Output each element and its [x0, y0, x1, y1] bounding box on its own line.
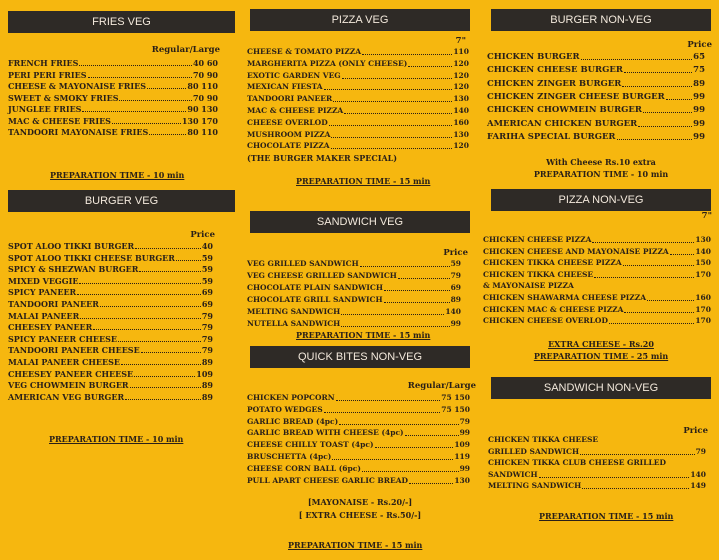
- menu-item-price: 65: [693, 52, 705, 62]
- menu-item-name: CHICKEN TIKKA CHEESE: [488, 435, 599, 444]
- dot-leader: [592, 241, 694, 243]
- pizza-veg-prep-time: PREPARATION TIME - 15 min: [296, 176, 431, 186]
- menu-item-name: MELTING SANDWICH: [488, 481, 582, 490]
- dot-leader: [405, 434, 459, 436]
- menu-item-row: [247, 475, 470, 487]
- dot-leader: [77, 293, 201, 295]
- menu-item-price: 130 170: [181, 115, 218, 126]
- dot-leader: [409, 482, 453, 484]
- menu-item-name: CHICKEN CHEESE AND MAYONAISE PIZZA: [483, 246, 669, 256]
- menu-item-row: [8, 379, 213, 391]
- menu-item-price: 130: [695, 235, 711, 244]
- dot-leader: [100, 305, 201, 307]
- menu-item-name: TANDOORI PANEER: [247, 94, 333, 104]
- menu-item-price: 170: [695, 269, 711, 279]
- dot-leader: [670, 253, 695, 255]
- menu-item-row: [8, 57, 218, 69]
- dot-leader: [79, 64, 192, 66]
- menu-item-name: EXOTIC GARDEN VEG: [247, 70, 341, 80]
- menu-item-name: PERI PERI FRIES: [8, 69, 87, 80]
- pizza-veg-col-header: 7": [455, 36, 466, 46]
- dot-leader: [408, 65, 452, 67]
- dot-leader: [333, 100, 452, 102]
- menu-item-name: CHICKEN CHOWMEIN BURGER: [487, 105, 642, 116]
- menu-item-price: 75 150: [441, 404, 470, 414]
- menu-item-price: 79: [201, 333, 213, 344]
- sandwich-veg-col-header: Price: [443, 248, 468, 258]
- menu-item-name: CHEESE CORN BALL (6pc): [247, 463, 361, 473]
- menu-item-name: CHEESEY PANEER: [8, 322, 93, 333]
- pizza-nonveg-note: EXTRA CHEESE - Rs.20: [548, 339, 654, 349]
- menu-item-row: [483, 315, 711, 327]
- menu-item-row: [247, 270, 461, 282]
- pizza-veg-header: PIZZA VEG: [250, 9, 470, 31]
- menu-item-name: MUSHROOM PIZZA: [247, 129, 331, 139]
- menu-item-price: 99: [459, 463, 470, 473]
- dot-leader: [623, 264, 695, 266]
- dot-leader: [112, 122, 181, 124]
- dot-leader: [119, 99, 191, 101]
- dot-leader: [118, 340, 201, 342]
- dot-leader: [575, 288, 710, 289]
- menu-item-row: [247, 46, 469, 58]
- pizza-veg-note: (THE BURGER MAKER SPECIAL): [247, 153, 398, 163]
- dot-leader: [331, 147, 453, 149]
- menu-item-price: 119: [454, 452, 470, 461]
- menu-item-name: CHICKEN CHEESE PIZZA: [483, 235, 592, 244]
- dot-leader: [362, 470, 459, 472]
- dot-leader: [121, 363, 201, 365]
- menu-item-row: [8, 344, 213, 356]
- menu-item-name: POTATO WEDGES: [247, 404, 323, 414]
- menu-item-price: 99: [693, 118, 705, 129]
- menu-item-price: 69: [201, 287, 213, 298]
- menu-item-row: [487, 104, 705, 116]
- menu-item-row: [247, 392, 470, 404]
- menu-item-row: [488, 446, 706, 458]
- menu-item-row: [487, 118, 705, 130]
- menu-item-price: 149: [690, 481, 706, 490]
- dot-leader: [93, 328, 201, 330]
- dot-leader: [624, 311, 694, 313]
- quick-bites-header: QUICK BITES NON-VEG: [250, 346, 470, 368]
- menu-item-name: SPICY PANEER: [8, 287, 77, 298]
- menu-item-row: [8, 115, 218, 127]
- menu-item-price: 69: [450, 283, 461, 292]
- menu-item-row: [8, 69, 218, 81]
- menu-item-price: 70 90: [192, 69, 218, 80]
- menu-item-price: 130: [453, 129, 469, 139]
- menu-item-name: MAC & CHEESE PIZZA: [247, 106, 344, 115]
- menu-item-name: CHICKEN POPCORN: [247, 393, 335, 402]
- menu-item-name: FARIHA SPECIAL BURGER: [487, 131, 616, 142]
- menu-item-name: CHICKEN MAC & CHEESE PIZZA: [483, 304, 624, 314]
- dot-leader: [135, 247, 201, 249]
- menu-item-row: [247, 258, 461, 270]
- burger-veg-prep-time: PREPARATION TIME - 10 min: [49, 434, 184, 444]
- menu-item-row: [487, 78, 705, 90]
- menu-item-price: 59: [450, 259, 461, 268]
- menu-item-row: [8, 368, 213, 380]
- menu-item-name: CHEESEY PANEER CHEESE: [8, 368, 134, 379]
- menu-item-row: [487, 51, 705, 63]
- menu-item-name: VEG GRILLED SANDWICH: [247, 259, 359, 268]
- menu-item-row: [8, 103, 218, 115]
- dot-leader: [622, 85, 692, 87]
- menu-item-name: SANDWICH: [488, 469, 538, 479]
- menu-item-price: 99: [459, 428, 470, 438]
- menu-item-price: 70 90: [192, 92, 218, 103]
- menu-item-price: 89: [693, 78, 705, 89]
- menu-item-price: 79: [201, 322, 213, 333]
- menu-item-row: [483, 234, 711, 246]
- sandwich-veg-prep-time: PREPARATION TIME - 15 min: [296, 330, 431, 340]
- fries-veg-prep-time: PREPARATION TIME - 10 min: [50, 170, 185, 180]
- dot-leader: [398, 277, 450, 279]
- menu-item-row: [247, 439, 470, 451]
- burger-veg-col-header: Price: [190, 230, 215, 240]
- pizza-nonveg-header: PIZZA NON-VEG: [491, 189, 711, 211]
- menu-item-row: [488, 457, 706, 469]
- quick-bites-note-extra-cheese: [ EXTRA CHEESE - Rs.50/-]: [298, 510, 422, 520]
- dot-leader: [362, 53, 452, 55]
- menu-item-name: AMERICAN VEG BURGER: [8, 391, 125, 402]
- menu-item-price: 99: [693, 105, 705, 116]
- menu-item-name: VEG CHEESE GRILLED SANDWICH: [247, 271, 397, 280]
- menu-item-row: [247, 105, 469, 117]
- menu-item-price: 89: [201, 380, 213, 391]
- menu-item-price: 99: [450, 319, 461, 328]
- menu-item-price: 140: [695, 246, 711, 256]
- menu-item-name: GARLIC BREAD WITH CHEESE (4pc): [247, 428, 404, 438]
- menu-item-row: [8, 321, 213, 333]
- menu-item-price: 79: [201, 310, 213, 321]
- menu-item-name: MALAI PANEER: [8, 310, 80, 321]
- menu-item-price: 109: [454, 440, 470, 450]
- burger-nonveg-header: BURGER NON-VEG: [491, 9, 711, 31]
- menu-item-row: [8, 240, 213, 252]
- dot-leader: [647, 299, 694, 301]
- dot-leader: [324, 411, 441, 413]
- menu-item-name: MARGHERITA PIZZA (ONLY CHEESE): [247, 58, 408, 68]
- menu-item-price: 79: [450, 271, 461, 280]
- menu-item-row: [8, 275, 213, 287]
- menu-item-price: 99: [693, 131, 705, 142]
- menu-item-name: CHICKEN SHAWARMA CHEESE PIZZA: [483, 293, 647, 302]
- menu-item-row: [487, 131, 705, 143]
- menu-item-price: 130: [453, 94, 469, 104]
- menu-item-price: 80 110: [187, 127, 218, 137]
- dot-leader: [125, 398, 201, 400]
- dot-leader: [139, 270, 200, 272]
- menu-item-price: 89: [450, 295, 461, 304]
- dot-leader: [324, 88, 453, 90]
- menu-item-name: CHICKEN CHEESE BURGER: [487, 65, 623, 76]
- dot-leader: [331, 136, 452, 138]
- menu-item-row: [8, 391, 213, 403]
- fries-veg-header: FRIES VEG: [8, 11, 235, 33]
- menu-item-row: [8, 298, 213, 310]
- menu-item-name: CHOCOLATE PLAIN SANDWICH: [247, 283, 383, 292]
- menu-item-price: 75: [693, 65, 705, 76]
- burger-veg-header: BURGER VEG: [8, 190, 235, 212]
- menu-item-name: & MAYONAISE PIZZA: [483, 281, 574, 291]
- burger-nonveg-note: With Cheese Rs.10 extra: [546, 157, 656, 167]
- menu-item-row: [247, 306, 461, 318]
- menu-item-name: SWEET & SMOKY FRIES: [8, 92, 119, 103]
- dot-leader: [375, 446, 454, 448]
- burger-nonveg-prep-time: PREPARATION TIME - 10 min: [533, 169, 669, 179]
- menu-item-price: 99: [693, 91, 705, 102]
- menu-item-name: MEXICAN FIESTA: [247, 82, 323, 92]
- menu-item-name: MAC & CHEESE FRIES: [8, 115, 111, 126]
- dot-leader: [176, 259, 201, 261]
- dot-leader: [539, 476, 690, 478]
- dot-leader: [336, 399, 441, 401]
- menu-item-price: 69: [201, 299, 213, 309]
- menu-item-name: PULL APART CHEESE GARLIC BREAD: [247, 475, 409, 485]
- menu-item-price: 150: [695, 258, 711, 268]
- menu-item-price: 79: [201, 345, 213, 356]
- dot-leader: [332, 458, 453, 460]
- menu-item-name: TANDOORI MAYONAISE FRIES: [8, 127, 149, 137]
- dot-leader: [344, 112, 452, 114]
- quick-bites-col-header: Regular/Large: [407, 381, 476, 391]
- menu-item-price: 160: [453, 117, 469, 127]
- dot-leader: [130, 386, 201, 388]
- menu-item-name: GARLIC BREAD (4pc): [247, 416, 339, 426]
- menu-item-row: [483, 304, 711, 316]
- menu-item-row: [247, 58, 469, 70]
- menu-item-row: [8, 252, 213, 264]
- menu-item-row: [247, 81, 469, 93]
- sandwich-veg-header: SANDWICH VEG: [250, 211, 470, 233]
- menu-item-row: [247, 282, 461, 294]
- menu-item-name: CHICKEN ZINGER CHEESE BURGER: [487, 91, 665, 102]
- menu-item-row: [483, 269, 711, 281]
- menu-item-row: [247, 129, 469, 141]
- dot-leader: [594, 276, 694, 278]
- menu-item-row: [8, 263, 213, 275]
- pizza-nonveg-col-header: 7": [701, 211, 712, 221]
- menu-item-row: [247, 93, 469, 105]
- menu-item-name: VEG CHOWMEIN BURGER: [8, 380, 129, 391]
- menu-item-name: JUNGLEE FRIES: [8, 104, 82, 114]
- menu-item-row: [8, 333, 213, 345]
- quick-bites-note-mayonaise: [MAYONAISE - Rs.20/-]: [307, 497, 413, 507]
- dot-leader: [329, 124, 453, 126]
- menu-item-row: [247, 463, 470, 475]
- menu-item-name: CHEESE & MAYONAISE FRIES: [8, 81, 146, 91]
- dot-leader: [580, 453, 694, 455]
- dot-leader: [342, 77, 453, 79]
- menu-item-price: 75 150: [441, 393, 470, 402]
- dot-leader: [643, 111, 692, 113]
- dot-leader: [384, 289, 450, 291]
- menu-item-name: GRILLED SANDWICH: [488, 446, 580, 456]
- menu-item-name: CHICKEN CHEESE OVERLOD: [483, 316, 608, 326]
- menu-item-price: 110: [453, 47, 469, 56]
- menu-item-name: CHICKEN ZINGER BURGER: [487, 78, 622, 89]
- menu-item-name: CHEESE CHILLY TOAST (4pc): [247, 440, 374, 450]
- sandwich-nonveg-prep-time: PREPARATION TIME - 15 min: [539, 511, 674, 521]
- menu-item-name: AMERICAN CHICKEN BURGER: [487, 118, 638, 129]
- menu-item-name: BRUSCHETTA (4pc): [247, 452, 332, 461]
- menu-item-price: 120: [453, 141, 469, 151]
- pizza-nonveg-prep-time: PREPARATION TIME - 25 min: [533, 351, 669, 361]
- dot-leader: [141, 351, 201, 353]
- menu-item-row: [8, 80, 218, 92]
- menu-item-row: [488, 469, 706, 481]
- menu-item-price: 160: [695, 293, 711, 302]
- dot-leader: [149, 133, 186, 135]
- dot-leader: [88, 76, 192, 78]
- dot-leader: [341, 325, 449, 327]
- menu-item-price: 79: [459, 416, 470, 426]
- menu-item-price: 140: [453, 106, 469, 115]
- dot-leader: [341, 313, 444, 315]
- menu-item-row: [483, 292, 711, 304]
- dot-leader: [582, 487, 689, 489]
- menu-item-price: 170: [695, 304, 711, 314]
- dot-leader: [134, 375, 195, 377]
- menu-item-name: CHICKEN BURGER: [487, 52, 580, 62]
- dot-leader: [82, 110, 186, 112]
- menu-item-name: MELTING SANDWICH: [247, 307, 341, 316]
- menu-item-name: NUTELLA SANDWICH: [247, 319, 341, 328]
- menu-item-name: MALAI PANEER CHEESE: [8, 357, 120, 367]
- menu-item-price: 90 130: [187, 104, 218, 114]
- menu-item-price: 120: [453, 82, 469, 92]
- menu-item-row: [483, 246, 711, 258]
- menu-item-row: [8, 310, 213, 322]
- menu-item-price: 120: [453, 70, 469, 80]
- menu-item-price: 130: [454, 475, 470, 485]
- fries-veg-col-header: Regular/Large: [151, 45, 220, 55]
- menu-item-price: 59: [201, 264, 213, 275]
- menu-item-row: [487, 64, 705, 76]
- menu-item-price: 170: [695, 316, 711, 326]
- menu-item-name: SPICY PANEER CHEESE: [8, 333, 117, 344]
- dot-leader: [360, 265, 450, 267]
- dot-leader: [599, 442, 705, 443]
- menu-item-name: CHEESE & TOMATO PIZZA: [247, 47, 362, 56]
- menu-item-row: [247, 404, 470, 416]
- menu-item-row: [247, 117, 469, 129]
- menu-item-price: 140: [690, 469, 706, 479]
- sandwich-nonveg-header: SANDWICH NON-VEG: [491, 377, 711, 399]
- menu-item-price: 140: [445, 307, 461, 316]
- menu-item-price: 89: [201, 357, 213, 367]
- menu-item-price: 59: [201, 252, 213, 263]
- menu-item-row: [483, 257, 711, 269]
- menu-item-name: FRENCH FRIES: [8, 58, 79, 68]
- menu-item-row: [247, 294, 461, 306]
- dot-leader: [667, 465, 705, 466]
- menu-item-price: 79: [695, 446, 706, 456]
- dot-leader: [384, 301, 450, 303]
- menu-item-price: 80 110: [187, 81, 218, 91]
- dot-leader: [666, 98, 693, 100]
- menu-item-price: 120: [453, 58, 469, 68]
- menu-item-row: [8, 126, 218, 138]
- menu-item-row: [247, 451, 470, 463]
- dot-leader: [638, 125, 692, 127]
- dot-leader: [147, 87, 186, 89]
- menu-item-price: 89: [201, 391, 213, 402]
- menu-item-row: [247, 427, 470, 439]
- menu-item-price: 40 60: [192, 58, 218, 68]
- menu-item-name: SPOT ALOO TIKKI CHEESE BURGER: [8, 252, 175, 263]
- dot-leader: [80, 317, 201, 319]
- menu-item-name: CHEESE OVERLOD: [247, 117, 328, 127]
- menu-item-name: SPICY & SHEZWAN BURGER: [8, 264, 139, 275]
- menu-item-name: CHOCOLATE PIZZA: [247, 141, 330, 151]
- menu-item-row: [8, 286, 213, 298]
- menu-item-row: [488, 480, 706, 492]
- menu-item-name: TANDOORI PANEER CHEESE: [8, 345, 140, 356]
- dot-leader: [339, 423, 458, 425]
- dot-leader: [617, 138, 693, 140]
- menu-item-row: [247, 318, 461, 330]
- menu-item-row: [487, 91, 705, 103]
- menu-item-price: 109: [196, 368, 213, 379]
- menu-item-name: CHICKEN TIKKA CLUB CHEESE GRILLED: [488, 458, 666, 467]
- menu-item-name: CHICKEN TIKKA CHEESE PIZZA: [483, 258, 622, 268]
- menu-item-row: [8, 356, 213, 368]
- menu-item-row: [8, 92, 218, 104]
- dot-leader: [79, 282, 200, 284]
- quick-bites-prep-time: PREPARATION TIME - 15 min: [288, 540, 423, 550]
- dot-leader: [609, 322, 694, 324]
- dot-leader: [624, 71, 692, 73]
- dot-leader: [581, 58, 693, 60]
- menu-item-row: [247, 416, 470, 428]
- menu-item-row: [247, 70, 469, 82]
- menu-item-row: [483, 280, 711, 292]
- menu-item-name: CHOCOLATE GRILL SANDWICH: [247, 295, 383, 304]
- menu-item-name: MIXED VEGGIE: [8, 275, 79, 286]
- menu-item-price: 59: [201, 275, 213, 286]
- menu-item-row: [247, 140, 469, 152]
- menu-item-name: TANDOORI PANEER: [8, 299, 99, 309]
- burger-nonveg-col-header: Price: [687, 40, 712, 50]
- menu-item-name: SPOT ALOO TIKKI BURGER: [8, 241, 135, 251]
- menu-item-price: 40: [201, 241, 213, 251]
- sandwich-nonveg-col-header: Price: [683, 426, 708, 436]
- menu-item-row: [488, 434, 706, 446]
- menu-item-name: CHICKEN TIKKA CHEESE: [483, 269, 594, 279]
